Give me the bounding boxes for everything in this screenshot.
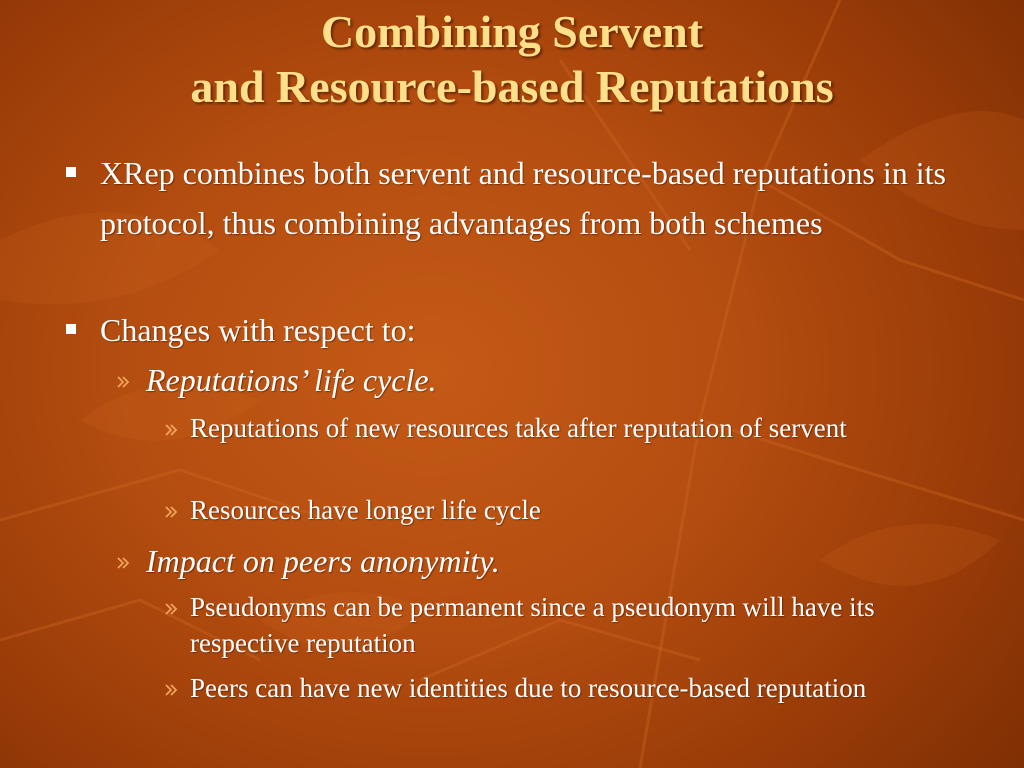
sub-bullet-item: Reputations’ life cycle.	[146, 362, 437, 398]
bullet-item: XRep combines both servent and resource-based reputations in its protocol, thus combining advantages from both schemes	[100, 155, 946, 241]
chevron-right-icon	[116, 375, 130, 389]
square-bullet-icon	[66, 324, 76, 334]
title-line-2: and Resource-based Reputations	[190, 61, 834, 112]
sub-bullet-item: Impact on peers anonymity.	[146, 543, 500, 579]
sub-sub-bullet-item: Peers can have new identities due to resource-based reputation	[190, 673, 867, 703]
bullet-item: Changes with respect to:	[100, 312, 416, 348]
sub-sub-bullet-item: Resources have longer life cycle	[190, 495, 541, 525]
sub-sub-bullet-item: Reputations of new resources take after reputation of servent	[190, 413, 847, 443]
chevron-right-icon	[164, 423, 178, 437]
title-line-1: Combining Servent	[320, 6, 704, 57]
sub-sub-bullet-item: Pseudonyms can be permanent since a pseudonym will have its respective reputation	[190, 592, 875, 658]
chevron-right-icon	[116, 556, 130, 570]
chevron-right-icon	[164, 505, 178, 519]
chevron-right-icon	[164, 683, 178, 697]
chevron-right-icon	[164, 602, 178, 616]
square-bullet-icon	[66, 167, 76, 177]
